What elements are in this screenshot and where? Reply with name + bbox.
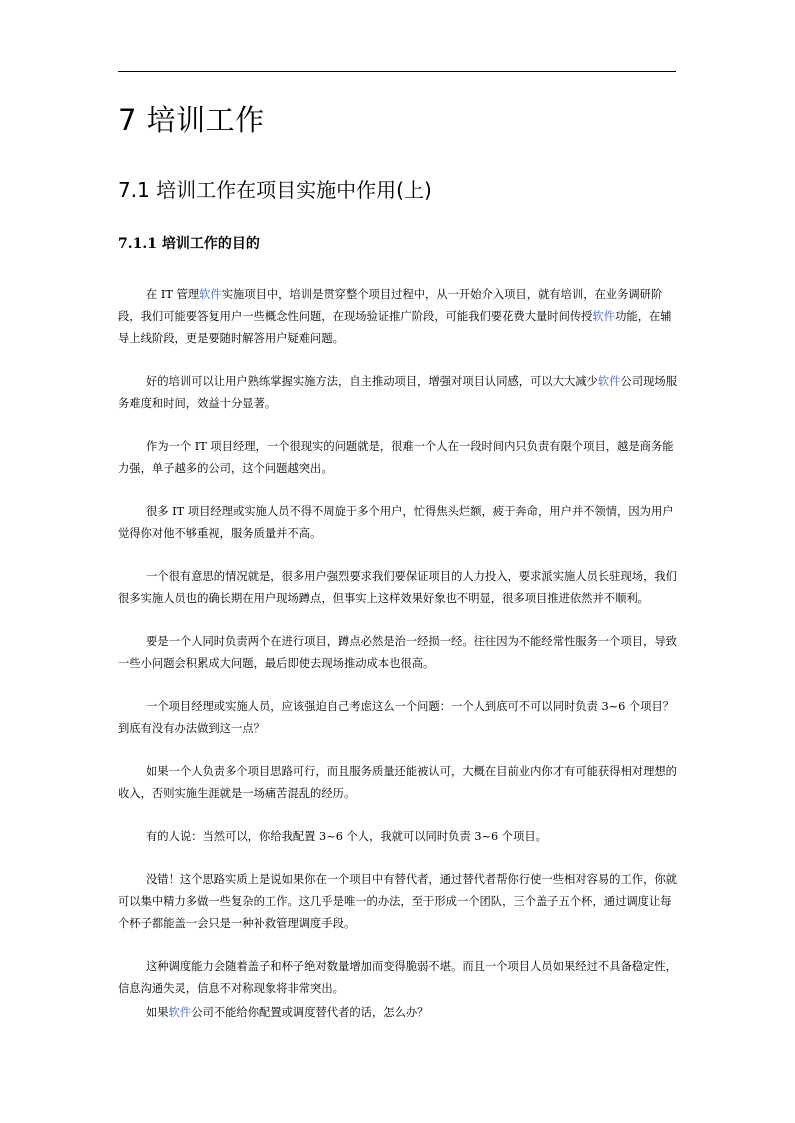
paragraph — [118, 761, 680, 805]
document-body — [118, 284, 680, 1045]
paragraph-text: 好的培训可以让用户熟练掌握实施方法，自主推动项目，增强对项目认同感，可以大大减少 — [146, 375, 598, 388]
paragraph-text: 有的人说：当然可以，你给我配置 3~6 个人，我就可以同时负责 3~6 个项目。 — [146, 830, 547, 843]
paragraph-text: 功能，在辅导上线阶段，更是要随时解答用户疑难问题。 — [118, 310, 672, 345]
software-link[interactable]: 软件 — [199, 288, 222, 301]
paragraph — [118, 869, 680, 935]
paragraph-text: 公司不能给你配置或调度替代者的话，怎么办？ — [191, 1006, 429, 1019]
paragraph-text: 如果一个人负责多个项目思路可行，而且服务质量还能被认可，大概在目前业内你才有可能获得相对理想的收入，否则实施生涯就是一场痛苦混乱的经历。 — [118, 765, 677, 800]
paragraph-text: 很多 IT 项目经理或实施人员不得不周旋于多个用户，忙得焦头烂额，疲于奔命，用户并不领情，因为用户觉得你对他不够重视，服务质量并不高。 — [118, 505, 674, 540]
software-link[interactable]: 软件 — [168, 1006, 192, 1019]
paragraph-text: 在 IT 管理 — [146, 288, 200, 301]
paragraph — [118, 956, 680, 1000]
paragraph-text: 如果 — [146, 1006, 169, 1019]
paragraph — [118, 1002, 680, 1024]
paragraph-text: 这种调度能力会随着盖子和杯子绝对数量增加而变得脆弱不堪。而且一个项目人员如果经过不具备稳定性，信息沟通失灵，信息不对称现象将非常突出。 — [118, 960, 677, 995]
paragraph — [118, 284, 680, 350]
paragraph-text: 没错！这个思路实质上是说如果你在一个项目中有替代者，通过替代者帮你行使一些相对容易的工作，你就可以集中精力多做一些复杂的工作。这几乎是唯一的办法，至于形成一个团队，三个盖子五个杯，通过调度让每个杯子都能盖一会只是一种补救管理调度手段。 — [118, 873, 677, 930]
paragraph — [118, 566, 680, 610]
software-link[interactable]: 软件 — [592, 310, 616, 323]
paragraph — [118, 436, 680, 480]
paragraph-text: 一个项目经理或实施人员，应该强迫自己考虑这么一个问题：一个人到底可不可以同时负责 3~6 个项目？到底有没有办法做到这一点？ — [118, 700, 675, 735]
paragraph — [118, 631, 680, 675]
paragraph-text: 要是一个人同时负责两个在进行项目，蹲点必然是治一经损一经。往往因为不能经常性服务一个项目，导致一些小问题会积累成大问题，最后即使去现场推动成本也很高。 — [118, 635, 677, 670]
header-rule — [118, 71, 676, 72]
paragraph — [118, 371, 680, 415]
paragraph — [118, 696, 680, 740]
section-heading: 7.1 培训工作在项目实施中作用(上) — [118, 178, 432, 202]
paragraph-text: 公司现场服务难度和时间，效益十分显著。 — [118, 375, 677, 410]
paragraph-text: 作为一个 IT 项目经理，一个很现实的问题就是，很难一个人在一段时间内只负责有限个项目，越是商务能力强，单子越多的公司，这个问题越突出。 — [118, 440, 674, 475]
paragraph — [118, 826, 680, 848]
paragraph-text: 一个很有意思的情况就是，很多用户强烈要求我们要保证项目的人力投入，要求派实施人员长驻现场，我们很多实施人员也的确长期在用户现场蹲点，但事实上这样效果好象也不明显，很多项目推进依然并不顺利。 — [118, 570, 677, 605]
subsection-heading: 7.1.1 培训工作的目的 — [118, 236, 260, 252]
paragraph — [118, 501, 680, 545]
software-link[interactable]: 软件 — [597, 375, 621, 388]
paragraph-text: 实施项目中，培训是贯穿整个项目过程中，从一开始介入项目，就有培训，在业务调研阶段，我们可能要答复用户一些概念性问题，在现场验证推广阶段，可能我们要花费大量时间传授 — [118, 288, 663, 323]
clipped-paragraph — [118, 956, 680, 995]
chapter-heading: 7 培训工作 — [118, 103, 265, 137]
